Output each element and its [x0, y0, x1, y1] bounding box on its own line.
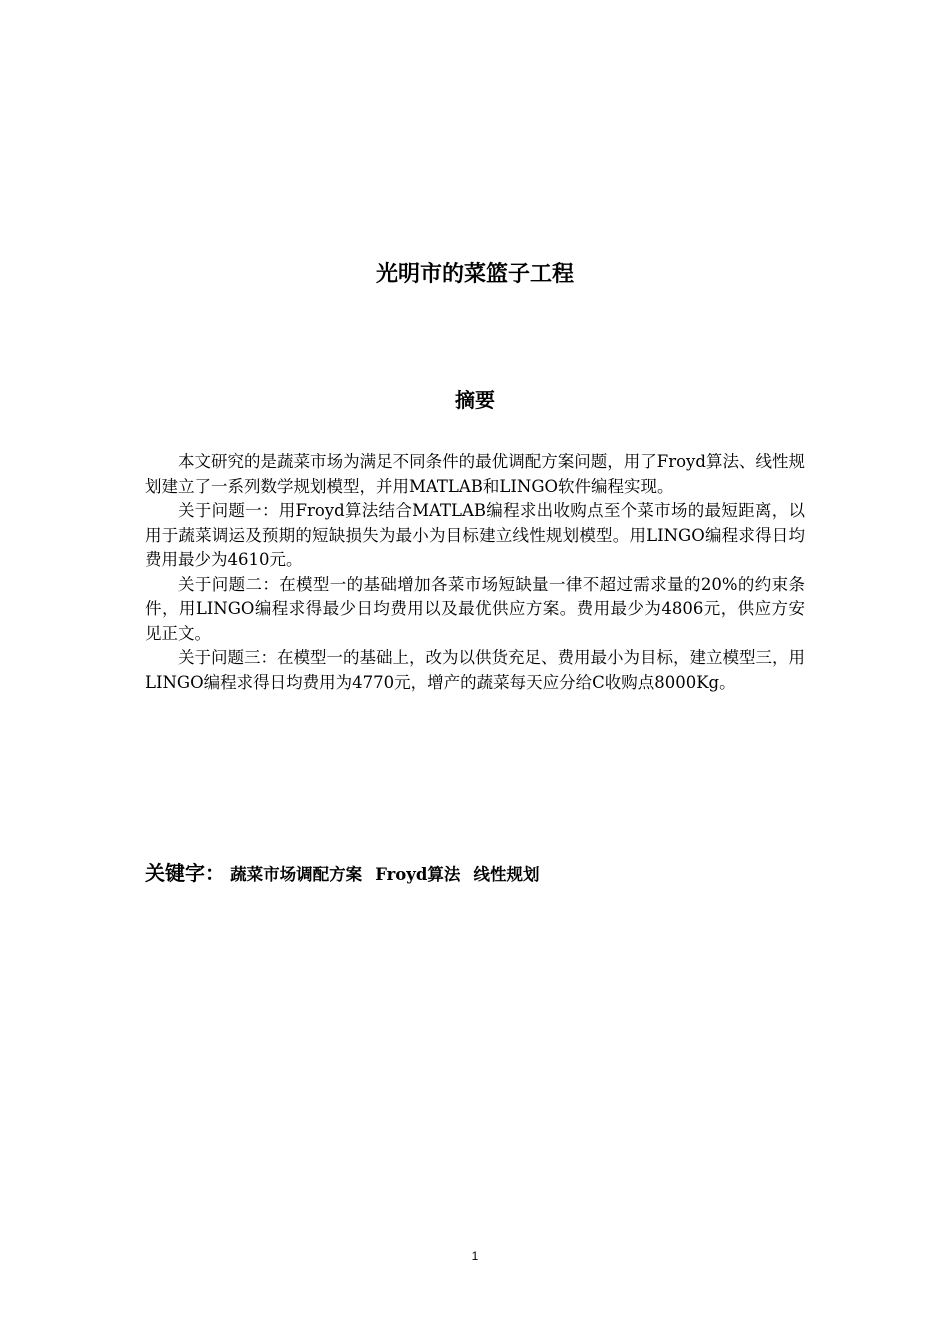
- keywords-label: 关键字：: [145, 861, 225, 885]
- keywords-line: [145, 858, 805, 890]
- keyword-item: Froyd算法: [375, 865, 461, 884]
- abstract-paragraph-problem-2: 关于问题二：在模型一的基础增加各菜市场短缺量一律不超过需求量的20%的约束条件，用LINGO编程求得最少日均费用以及最优供应方案。费用最少为4806元，供应方安见正文。: [145, 574, 805, 643]
- abstract-heading: 摘要: [455, 388, 495, 412]
- keyword-item: 蔬菜市场调配方案: [230, 865, 363, 884]
- abstract-body: [145, 450, 805, 695]
- abstract-paragraph-problem-1: 关于问题一：用Froyd算法结合MATLAB编程求出收购点至个菜市场的最短距离，以用于蔬菜调运及预期的短缺损失为最小为目标建立线性规划模型。用LINGO编程求得日均费用最少为4610元。: [145, 501, 805, 569]
- keyword-item: 线性规划: [473, 865, 540, 884]
- abstract-paragraph-intro: 本文研究的是蔬菜市场为满足不同条件的最优调配方案问题，用了Froyd算法、线性规划建立了一系列数学规划模型，并用MATLAB和LINGO软件编程实现。: [145, 452, 805, 496]
- abstract-paragraph-problem-3: 关于问题三：在模型一的基础上，改为以供货充足、费用最小为目标，建立模型三，用LINGO编程求得日均费用为4770元，增产的蔬菜每天应分给C收购点8000Kg。: [145, 648, 805, 692]
- page-number: 1: [471, 1249, 479, 1263]
- document-title: 光明市的菜篮子工程: [375, 262, 574, 287]
